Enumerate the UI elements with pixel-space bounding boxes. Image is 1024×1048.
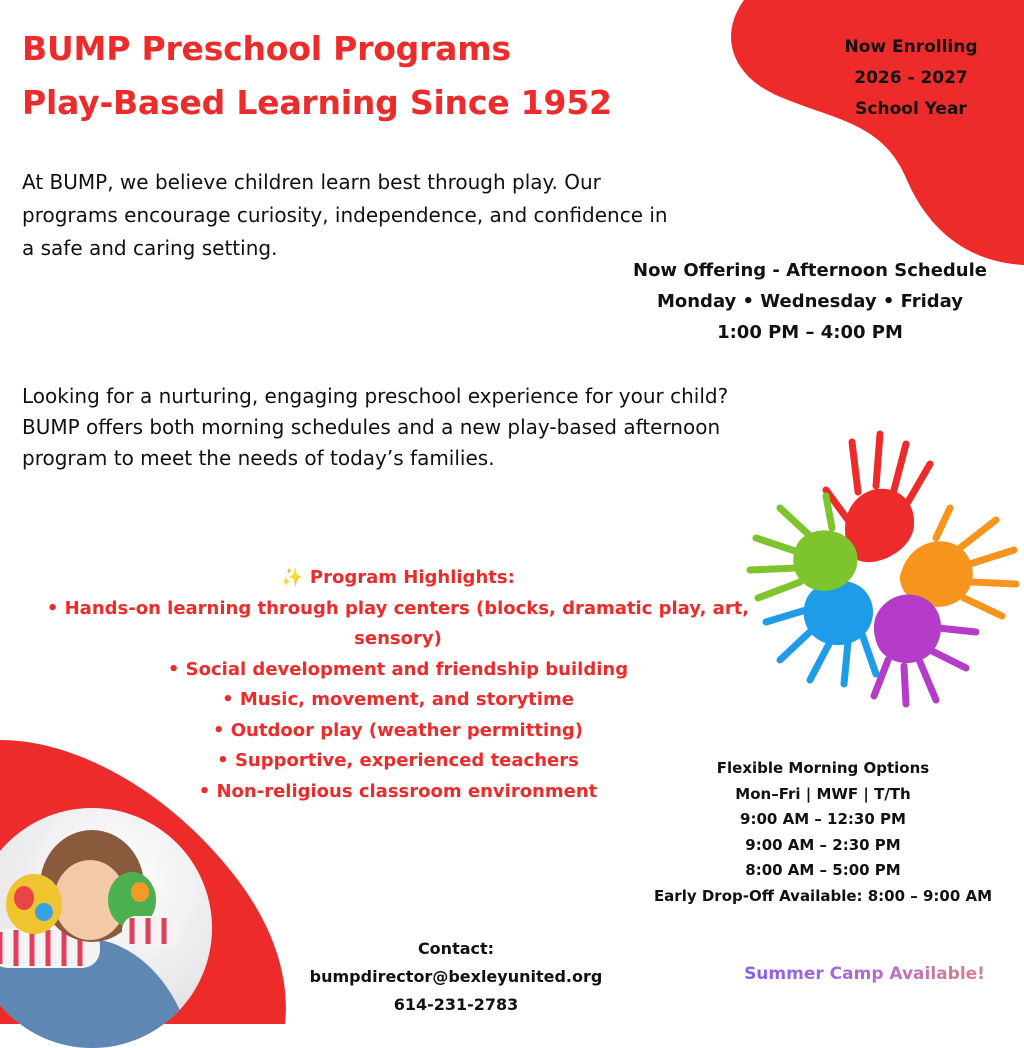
morning-title: Flexible Morning Options	[716, 759, 930, 777]
afternoon-hours: 1:00 PM – 4:00 PM	[717, 322, 903, 343]
enrollment-line-2: 2026 - 2027	[854, 68, 968, 88]
morning-time: 9:00 AM – 2:30 PM	[745, 835, 901, 854]
contact-info	[276, 935, 636, 1019]
child-photo	[0, 808, 212, 1048]
morning-time: 8:00 AM – 5:00 PM	[745, 861, 901, 879]
title-line-1: BUMP Preschool Programs	[22, 29, 511, 68]
purple-handprint	[874, 594, 976, 704]
enrollment-notice	[826, 32, 996, 125]
description-paragraph	[22, 381, 762, 474]
highlights-heading	[22, 563, 774, 594]
page-title	[22, 22, 612, 130]
morning-times-list	[628, 807, 1018, 884]
highlights-title: Program Highlights:	[309, 567, 515, 588]
contact-email[interactable]: bumpdirector@bexleyunited.org	[309, 967, 603, 986]
morning-options	[628, 756, 1018, 909]
blue-handprint	[766, 580, 876, 684]
enrollment-line-3: School Year	[855, 99, 967, 119]
contact-phone[interactable]: 614-231-2783	[393, 995, 519, 1014]
highlight-item: • Outdoor play (weather permitting)	[212, 719, 584, 741]
highlight-item: • Non-religious classroom environment	[198, 780, 598, 802]
highlight-item: • Social development and friendship building	[167, 658, 629, 680]
afternoon-title: Now Offering - Afternoon Schedule	[633, 260, 987, 281]
morning-time: 9:00 AM – 12:30 PM	[740, 810, 906, 828]
morning-days: Mon–Fri | MWF | T/Th	[735, 784, 911, 803]
early-drop-off: Early Drop-Off Available: 8:00 – 9:00 AM	[653, 886, 993, 905]
afternoon-days: Monday • Wednesday • Friday	[656, 291, 964, 312]
afternoon-schedule	[598, 255, 1022, 348]
intro-paragraph: At BUMP, we believe children learn best through play. Our programs encourage curiosity, independence, and confidence in a safe and caring setting.	[22, 170, 668, 260]
contact-label: Contact:	[417, 939, 495, 958]
description-question: Looking for a nurturing, engaging preschool experience for your child?	[22, 384, 729, 408]
highlight-item: • Music, movement, and storytime	[222, 689, 574, 710]
enrollment-line-1: Now Enrolling	[844, 37, 978, 57]
summer-camp-note: Summer Camp Available!	[712, 964, 1017, 984]
description-offer: BUMP offers both morning schedules and a new play-based afternoon program to meet the needs of today’s families.	[22, 415, 721, 470]
sparkle-icon: ✨	[281, 567, 304, 588]
colorful-handprints-image	[740, 428, 1020, 708]
title-line-2: Play-Based Learning Since 1952	[22, 83, 612, 122]
highlight-item: • Hands-on learning through play centers (blocks, dramatic play, art, sensory)	[46, 597, 750, 649]
highlight-item: • Supportive, experienced teachers	[217, 750, 579, 771]
